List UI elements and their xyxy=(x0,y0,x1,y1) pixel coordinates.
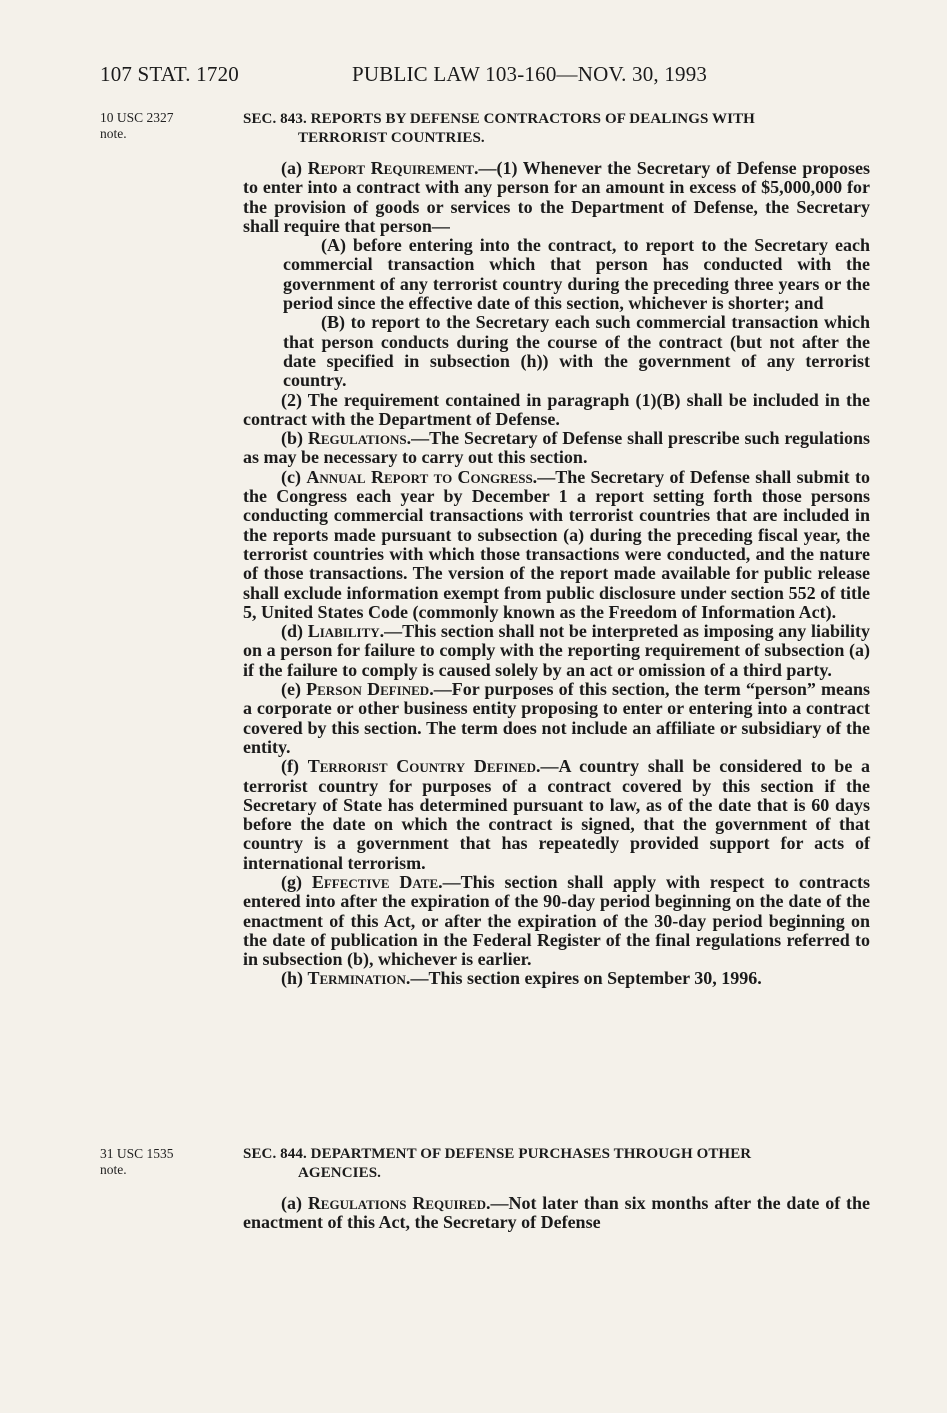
section-843-title xyxy=(243,110,870,148)
margin-note-sec-844 xyxy=(100,1146,230,1178)
subsection-a xyxy=(243,159,870,236)
subsection-text: —This section shall apply with respect to contracts entered into after the expiration of the 90-day period beginning on the date of the enactment of this Act, or after the expiration of the 30-day period beginning on the date of publication in the Federal Register of the final regulations referred to in subsection (b), whichever is earlier. xyxy=(243,871,871,970)
margin-note-citation: 10 USC 2327 xyxy=(100,110,174,125)
subsection-c xyxy=(243,468,870,622)
subsection-text: —Not later than six months after the date of the enactment of this Act, the Secretary of Defense xyxy=(243,1193,871,1233)
subsection-label: (e) xyxy=(281,679,301,700)
section-844-title xyxy=(243,1145,870,1183)
margin-note-sec-843 xyxy=(100,110,230,142)
subsection-heading: Report Requirement. xyxy=(307,158,479,178)
section-title-line: SEC. 843. REPORTS BY DEFENSE CONTRACTORS OF DEALINGS WITH xyxy=(243,111,755,127)
subsection-text: —This section shall not be interpreted as imposing any liability on a person for failure to comply with the reporting requirement of subsection (a) if the failure to comply is caused solely by an act or omission of a third party. xyxy=(243,621,870,680)
subsection-label: (h) xyxy=(281,968,303,989)
subsection-label: (c) xyxy=(281,466,301,487)
subsection-label: (b) xyxy=(281,428,303,449)
public-law-citation: PUBLIC LAW 103-160—NOV. 30, 1993 xyxy=(352,62,708,86)
section-title-line: AGENCIES. xyxy=(298,1165,382,1181)
section-843 xyxy=(243,110,870,989)
subsection-heading: Annual Report to Congress. xyxy=(306,466,538,487)
section-title-line: SEC. 844. DEPARTMENT OF DEFENSE PURCHASES THROUGH OTHER xyxy=(243,1146,752,1162)
margin-note-citation: 31 USC 1535 xyxy=(100,1146,174,1161)
subsection-label: (a) xyxy=(281,1193,302,1213)
subsection-heading: Termination. xyxy=(307,968,411,989)
margin-note-label: note. xyxy=(100,1162,127,1177)
section-844 xyxy=(243,1145,870,1233)
subsection-heading: Terrorist Country Defined. xyxy=(307,756,541,777)
subsection-text: —This section expires on September 30, 1996. xyxy=(410,968,762,989)
subsection-label: (d) xyxy=(281,621,303,642)
margin-note-label: note. xyxy=(100,126,127,141)
subsection-heading: Effective Date. xyxy=(311,871,443,892)
subsection-g xyxy=(243,873,870,969)
subsection-text: —For purposes of this section, the term “person” means a corporate or other business entity proposing to enter or entering into a contract covered by this section. The term does not include an affiliate or subsidiary of the entity. xyxy=(243,679,871,757)
subsection-text: —A country shall be considered to be a terrorist country for purposes of a contract covered by this section if the Secretary of State has determined pursuant to law, as of the date that is 60 days before the date on which the contract is signed, that the government of that country is a government that has repeatedly provided support for acts of international terrorism. xyxy=(243,756,871,873)
subsection-e xyxy=(243,680,870,757)
subsection-a xyxy=(243,1194,870,1233)
subsection-d xyxy=(243,622,870,680)
subsection-heading: Regulations Required. xyxy=(307,1193,491,1213)
section-title-line: TERRORIST COUNTRIES. xyxy=(298,130,485,146)
subsection-label: (f) xyxy=(281,756,299,777)
subsection-h xyxy=(243,969,870,988)
clause-a-B: (B) to report to the Secretary each such commercial transaction which that person conducts during the course of the contract (but not after the date specified in subsection (h)) with the government of any terrorist country. xyxy=(283,312,870,391)
subsection-label: (a) xyxy=(281,158,302,178)
subsection-heading: Regulations. xyxy=(307,428,412,449)
subsection-b xyxy=(243,429,870,468)
subsection-text: —The Secretary of Defense shall submit to the Congress each year by December 1 a report setting forth those persons conducting commercial transactions with terrorist countries that are included in the reports made pursuant to subsection (a) during the preceding fiscal year, the terrorist countries with which those transactions were conducted, and the nature of those transactions. The version of the report made available for public release shall exclude information exempt from public disclosure under section 552 of title 5, United States Code (commonly known as the Freedom of Information Act). xyxy=(243,466,871,622)
clause-a-A: (A) before entering into the contract, to report to the Secretary each commercial transaction which that person has conducted with the government of any terrorist country during the preceding three years or the period since the effective date of this section, whichever is shorter; and xyxy=(283,235,870,314)
subsection-label: (g) xyxy=(281,871,302,892)
subsection-heading: Person Defined. xyxy=(306,679,434,700)
paragraph-a-2: (2) The requirement contained in paragraph (1)(B) shall be included in the contract with the Department of Defense. xyxy=(243,389,870,429)
statute-page-number: 107 STAT. 1720 xyxy=(100,62,239,86)
page-header xyxy=(100,62,880,92)
subsection-f xyxy=(243,757,870,873)
subsection-heading: Liability. xyxy=(307,621,385,642)
subsection-text: —The Secretary of Defense shall prescribe such regulations as may be necessary to carry out this section. xyxy=(243,428,871,468)
subsection-text: —(1) Whenever the Secretary of Defense proposes to enter into a contract with any person for an amount in excess of $5,000,000 for the provision of goods or services to the Department of Defense, the Secretary shall require that person— xyxy=(243,158,871,236)
